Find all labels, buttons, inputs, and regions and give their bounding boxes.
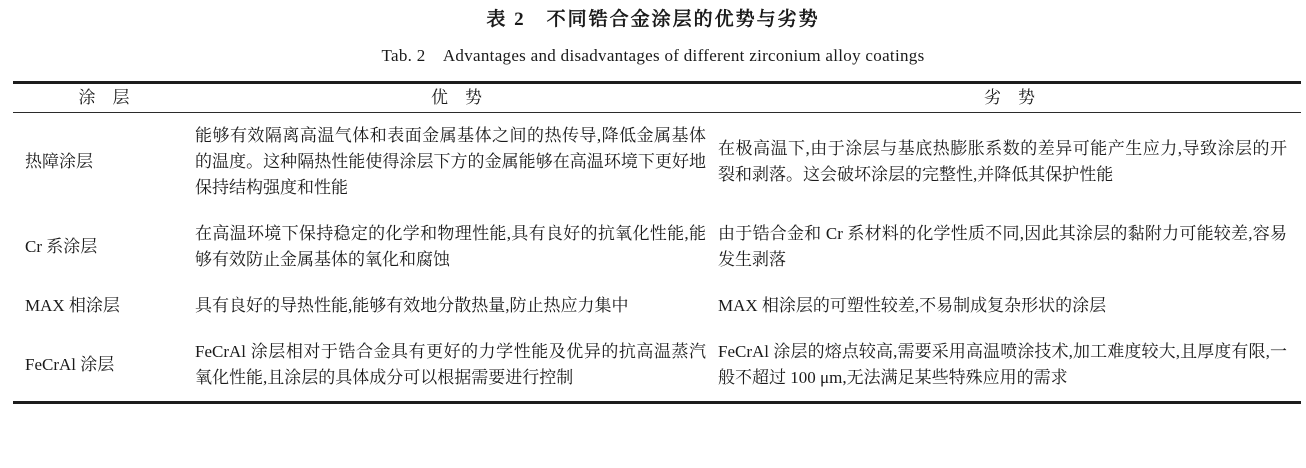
cell-advantage: 在高温环境下保持稳定的化学和物理性能,具有良好的抗氧化性能,能够有效防止金属基体的氧化和腐蚀 [195, 224, 706, 269]
coatings-table [13, 81, 1301, 404]
cell-advantage: 能够有效隔离高温气体和表面金属基体之间的热传导,降低金属基体的温度。这种隔热性能使得涂层下方的金属能够在高温环境下更好地保持结构强度和性能 [195, 126, 706, 197]
table-row [13, 329, 1301, 401]
table-row [13, 113, 1301, 211]
cell-coating: Cr 系涂层 [25, 237, 98, 256]
cell-disadvantage: FeCrAl 涂层的熔点较高,需要采用高温喷涂技术,加工难度较大,且厚度有限,一般不超过 100 μm,无法满足某些特殊应用的需求 [718, 342, 1287, 387]
column-header-coating: 涂 层 [78, 88, 130, 107]
cell-coating: MAX 相涂层 [25, 296, 120, 315]
table-caption-zh: 表 2 不同锆合金涂层的优势与劣势 [486, 9, 820, 30]
table-row [13, 211, 1301, 283]
column-header-advantage: 优 势 [431, 88, 482, 107]
cell-disadvantage: MAX 相涂层的可塑性较差,不易制成复杂形状的涂层 [718, 296, 1107, 315]
cell-advantage: 具有良好的导热性能,能够有效地分散热量,防止热应力集中 [195, 296, 629, 315]
cell-coating: 热障涂层 [25, 152, 93, 171]
cell-coating: FeCrAl 涂层 [25, 355, 115, 374]
table-header-row [13, 84, 1301, 113]
cell-disadvantage: 由于锆合金和 Cr 系材料的化学性质不同,因此其涂层的黏附力可能较差,容易发生剥落 [718, 224, 1287, 269]
cell-disadvantage: 在极高温下,由于涂层与基底热膨胀系数的差异可能产生应力,导致涂层的开裂和剥落。这会破坏涂层的完整性,并降低其保护性能 [718, 139, 1287, 184]
column-header-disadvantage: 劣 势 [984, 88, 1035, 107]
table-caption-en: Tab. 2 Advantages and disadvantages of different zirconium alloy coatings [381, 46, 925, 65]
cell-advantage: FeCrAl 涂层相对于锆合金具有更好的力学性能及优异的抗高温蒸汽氧化性能,且涂层的具体成分可以根据需要进行控制 [195, 342, 706, 387]
table-row [13, 283, 1301, 329]
